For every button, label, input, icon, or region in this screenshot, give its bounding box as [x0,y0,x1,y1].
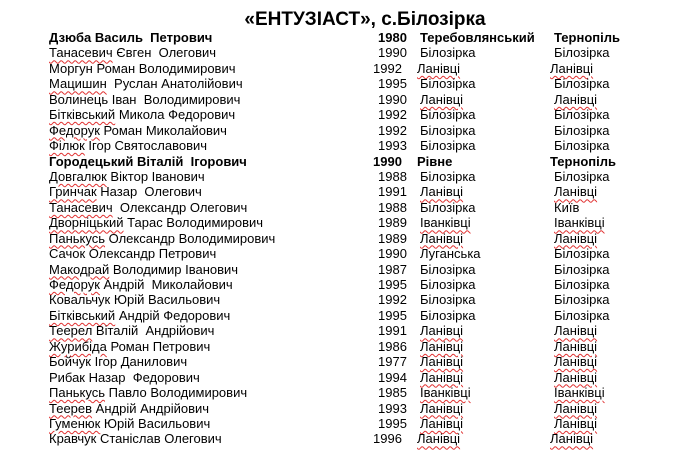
list-item [0,339,676,354]
list-item [0,431,676,446]
current-city: Ланівці [554,91,598,107]
current-city: Київ [554,199,580,215]
surname: Танасевич [49,199,113,215]
list-item [0,169,676,184]
birth-year: 1988 [378,199,407,215]
list-item [0,45,676,60]
surname: Теерев [49,400,93,416]
first-club-city: Білозірка [420,168,476,184]
current-city: Тернопіль [554,30,620,45]
birth-year: 1987 [378,261,407,277]
surname: Моргун [49,60,93,76]
current-city: Ланівці [554,354,598,370]
birth-year: 1977 [378,354,407,370]
person-name [49,385,247,400]
given-names: Микола Федорович [115,107,236,123]
person-name [49,323,214,338]
given-names: Роман Миколайович [99,122,227,138]
current-city: Білозірка [554,307,610,323]
surname: Панькусь [49,385,105,401]
birth-year: 1994 [378,369,407,385]
birth-year: 1990 [378,45,407,61]
birth-year: 1993 [378,400,407,416]
birth-year: 1980 [378,30,407,45]
first-club-city: Ланівці [420,400,464,416]
surname: Федорук [49,122,100,138]
birth-year: 1990 [373,153,402,169]
list-item [0,401,676,416]
surname: Філюк [49,138,85,154]
first-club-city: Ланівці [420,91,464,107]
first-club-city: Білозірка [420,107,476,123]
surname: Бітківський [49,307,116,323]
first-club-city: Іванківці [420,215,471,231]
person-name [49,416,210,431]
current-city: Білозірка [554,292,610,308]
person-name [49,339,210,354]
first-club-city: Ланівці [420,338,464,354]
person-name [49,61,236,76]
first-club-city: Ланівці [420,415,464,431]
surname: Волинець [49,91,109,107]
current-city: Ланівці [554,323,598,339]
given-names: Євген Олегович [112,45,217,61]
first-club-city: Іванківці [420,385,471,401]
person-name [49,308,230,323]
birth-year: 1990 [378,246,407,262]
current-city: Білозірка [554,76,610,92]
current-city: Ланівці [550,60,594,76]
birth-year: 1991 [378,184,407,200]
birth-year: 1988 [378,168,407,184]
given-names: Роман Петрович [106,338,211,354]
current-city: Білозірка [554,277,610,292]
person-name [49,184,202,199]
given-names: Юрій Васильович [110,292,221,308]
current-city: Ланівці [554,400,598,416]
given-names: Роман Володимирович [92,60,236,76]
person-name [49,215,263,230]
given-names: Назар Федорович [85,369,200,385]
list-item [0,30,676,45]
list-item [0,123,676,138]
person-name [49,401,209,416]
current-city: Білозірка [554,168,610,184]
given-names: Віталій Андрійович [92,323,215,339]
first-club-city: Луганська [420,246,481,262]
given-names: Олександр Володимирович [105,230,276,246]
first-club-city: Білозірка [420,122,476,138]
person-name [49,200,247,215]
first-club-city: Білозірка [420,45,476,61]
person-name [49,76,243,91]
surname: Городецький [49,153,134,169]
current-city: Ланівці [550,431,594,447]
current-city: Тернопіль [550,153,616,169]
birth-year: 1995 [378,277,407,292]
given-names: Володимир Іванович [109,261,239,277]
surname: Бітківський [49,107,116,123]
person-name [49,431,222,446]
surname: Федорук [49,277,100,292]
current-city: Іванківці [554,385,605,401]
person-name [49,45,216,60]
first-club-city: Ланівці [420,354,464,370]
list-item [0,262,676,277]
given-names: Андрій Федорович [115,307,231,323]
first-club-city: Білозірка [420,199,476,215]
surname: Танасевич [49,45,113,61]
person-name [49,92,240,107]
list-item [0,246,676,261]
birth-year: 1995 [378,76,407,92]
first-club-city: Білозірка [420,138,476,154]
list-item [0,61,676,76]
person-name [49,138,207,153]
list-item [0,76,676,91]
surname: Гринчак [49,184,97,200]
surname: Ковальчук [49,292,111,308]
person-name [49,30,212,45]
first-club-city: Ланівці [420,369,464,385]
birth-year: 1989 [378,230,407,246]
list-item [0,277,676,292]
given-names: Андрій Миколайович [99,277,233,292]
current-city: Білозірка [554,45,610,61]
given-names: Василь Петрович [91,30,213,45]
surname: Бойчук [49,354,91,370]
first-club-city: Білозірка [420,292,476,308]
given-names: Віталій Ігорович [133,153,247,169]
current-city: Ланівці [554,230,598,246]
current-city: Білозірка [554,107,610,123]
person-name [49,370,200,385]
current-city: Білозірка [554,261,610,277]
surname: Сачок [49,246,86,262]
surname: Панькусь [49,230,105,246]
list-item [0,354,676,369]
page-title: «ЕНТУЗІАСТ», с.Білозірка [244,9,486,30]
person-name [49,292,220,307]
birth-year: 1993 [378,138,407,154]
given-names: Назар Олегович [96,184,202,200]
person-name [49,246,216,261]
current-city: Білозірка [554,122,610,138]
surname: Дворніцький [49,215,124,231]
given-names: Тарас Володимирович [123,215,264,231]
given-names: Олександр Петрович [85,246,217,262]
given-names: Ігор Данилович [90,354,188,370]
given-names: Іван Володимирович [108,91,241,107]
list-item [0,107,676,122]
given-names: Павло Володимирович [105,385,248,401]
first-club-city: Ланівці [417,431,461,447]
current-city: Ланівці [554,338,598,354]
birth-year: 1991 [378,323,407,339]
first-club-city: Ланівці [420,230,464,246]
person-name [49,107,235,122]
birth-year: 1989 [378,215,407,231]
birth-year: 1986 [378,338,407,354]
list-item [0,92,676,107]
given-names: Юрій Васильович [100,415,211,431]
list-item [0,292,676,307]
birth-year: 1992 [378,292,407,308]
current-city: Білозірка [554,138,610,154]
player-list [0,30,676,447]
given-names: Станіслав Олегович [96,431,222,447]
birth-year: 1992 [373,60,402,76]
given-names: Віктор Іванович [106,168,205,184]
person-name [49,123,227,138]
current-city: Ланівці [554,184,598,200]
list-item [0,215,676,230]
birth-year: 1995 [378,307,407,323]
first-club-city: Білозірка [420,76,476,92]
surname: Гуменюк [49,415,101,431]
surname: Дзюба [49,30,92,45]
surname: Мацишин [49,76,107,92]
list-item [0,323,676,338]
person-name [49,231,275,246]
current-city: Ланівці [554,415,598,431]
birth-year: 1996 [373,431,402,447]
current-city: Іванківці [554,215,605,231]
current-city: Білозірка [554,246,610,262]
birth-year: 1992 [378,107,407,123]
list-item [0,416,676,431]
surname: Кравчук [49,431,97,447]
birth-year: 1985 [378,385,407,401]
first-club-city: Рівне [417,153,453,169]
person-name [49,277,233,292]
birth-year: 1990 [378,91,407,107]
list-item [0,308,676,323]
given-names: Руслан Анатолійович [106,76,243,92]
list-item [0,370,676,385]
person-name [49,154,247,169]
current-city: Ланівці [554,369,598,385]
given-names: Ігор Святославович [84,138,208,154]
surname: Журибіда [49,338,107,354]
list-item [0,200,676,215]
first-club-city: Білозірка [420,307,476,323]
first-club-city: Білозірка [420,261,476,277]
list-item [0,138,676,153]
first-club-city: Теребовлянський [420,30,535,45]
birth-year: 1992 [378,122,407,138]
list-item [0,385,676,400]
person-name [49,354,187,369]
given-names: Олександр Олегович [112,199,248,215]
list-item [0,231,676,246]
surname: Макодрай [49,261,110,277]
birth-year: 1995 [378,415,407,431]
list-item [0,154,676,169]
person-name [49,169,205,184]
first-club-city: Білозірка [420,277,476,292]
surname: Довгалюк [49,168,107,184]
list-item [0,184,676,199]
given-names: Андрій Андрійович [92,400,210,416]
surname: Теерел [49,323,93,339]
first-club-city: Ланівці [420,323,464,339]
surname: Рибак [49,369,85,385]
first-club-city: Ланівці [417,60,461,76]
first-club-city: Ланівці [420,184,464,200]
person-name [49,262,238,277]
